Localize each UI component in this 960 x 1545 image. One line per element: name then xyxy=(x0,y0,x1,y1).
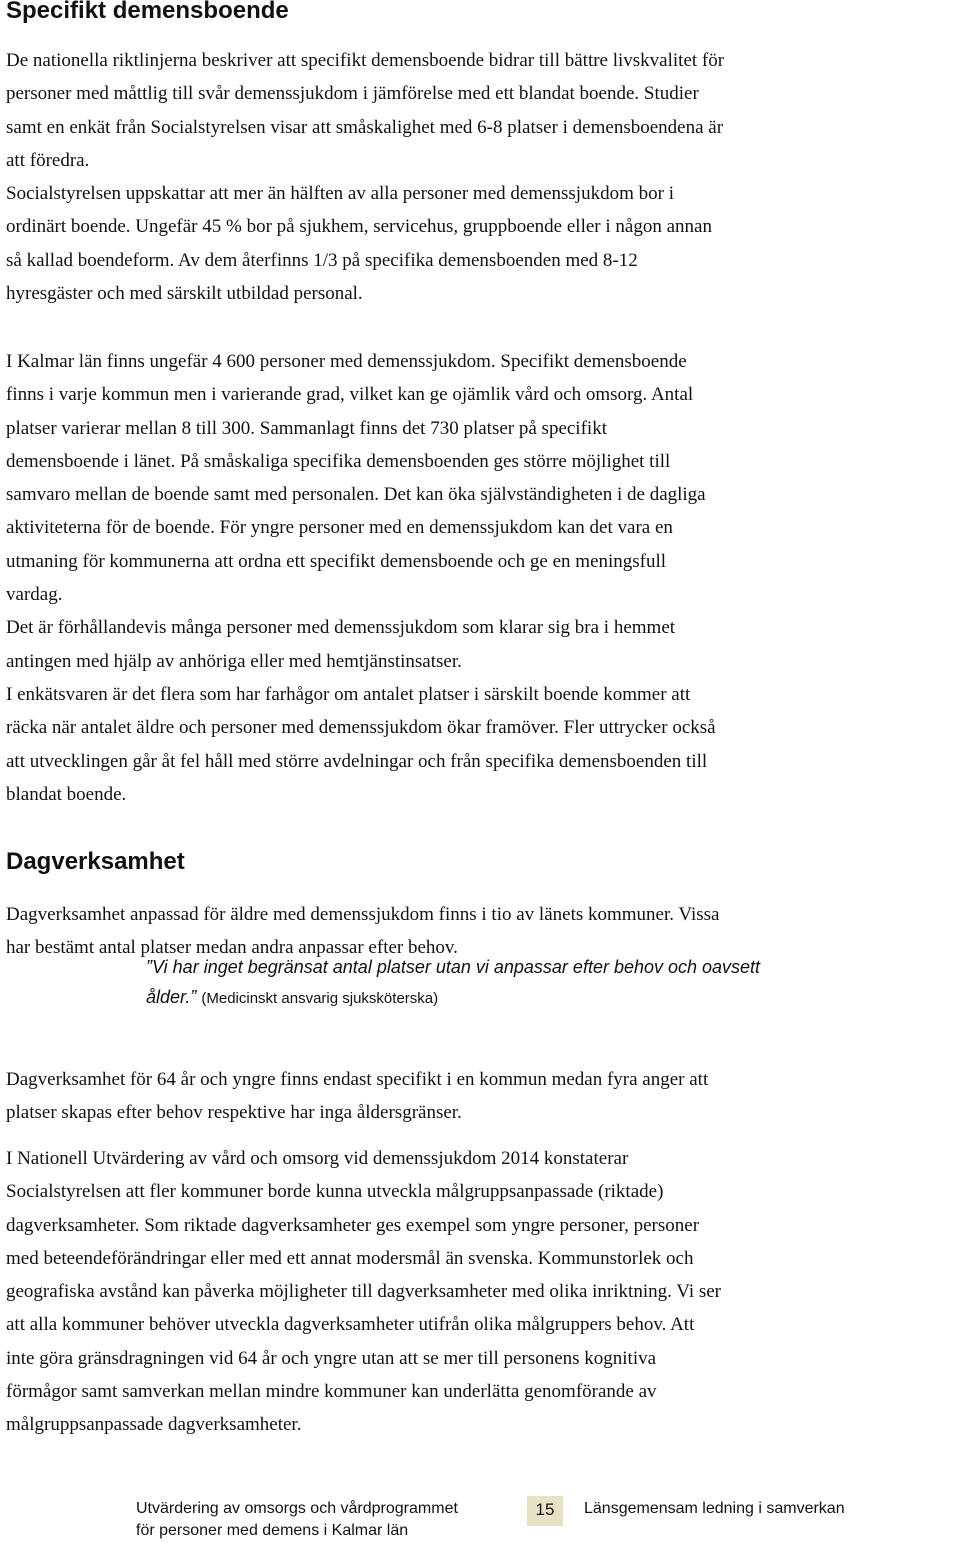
text-line: att alla kommuner behöver utveckla dagverksamheter utifrån olika målgruppers behov. Att xyxy=(6,1314,695,1336)
text-line: dagverksamheter. Som riktade dagverksamheter ges exempel som yngre personer, personer xyxy=(6,1214,700,1236)
text-line: I enkätsvaren är det flera som har farhågor om antalet platser i särskilt boende kommer att xyxy=(6,683,691,705)
text-line: De nationella riktlinjerna beskriver att specifikt demensboende bidrar till bättre livskvalitet för xyxy=(6,50,725,71)
quote-line: ålder.” xyxy=(146,987,197,1007)
quote-block xyxy=(146,952,946,1014)
text-line: att utvecklingen går åt fel håll med större avdelningar och från specifika demensboenden till xyxy=(6,750,708,772)
text-line: Socialstyrelsen uppskattar att mer än hälften av alla personer med demenssjukdom bor i xyxy=(6,183,674,205)
footer-document-title xyxy=(136,1498,458,1542)
text-line: samvaro mellan de boende samt med personalen. Det kan öka självständigheten i de dagliga xyxy=(6,484,706,506)
text-line: personer med måttlig till svår demenssjukdom i jämförelse med ett blandat boende. Studier xyxy=(6,83,699,105)
text-line: platser skapas efter behov respektive har inga åldersgränser. xyxy=(6,1102,462,1124)
text-line: Det är förhållandevis många personer med demenssjukdom som klarar sig bra i hemmet xyxy=(6,617,676,639)
text-line: Dagverksamhet för 64 år och yngre finns endast specifikt i en kommun medan fyra anger att xyxy=(6,1069,709,1090)
footer-title-line: för personer med demens i Kalmar län xyxy=(136,1522,409,1539)
text-line: inte göra gränsdragningen vid 64 år och yngre utan att se mer till personens kognitiva xyxy=(6,1347,657,1369)
text-line: I Kalmar län finns ungefär 4 600 personer med demenssjukdom. Specifikt demensboende xyxy=(6,351,687,372)
text-line: demensboende i länet. På småskaliga specifika demensboenden ges större möjlighet till xyxy=(6,450,671,472)
text-line: Socialstyrelsen att fler kommuner borde kunna utveckla målgruppsanpassade (riktade) xyxy=(6,1181,664,1203)
text-line: I Nationell Utvärdering av vård och omsorg vid demenssjukdom 2014 konstaterar xyxy=(6,1148,629,1169)
text-line: platser varierar mellan 8 till 300. Sammanlagt finns det 730 platser på specifikt xyxy=(6,417,607,439)
text-line: aktiviteterna för de boende. För yngre personer med en demenssjukdom kan det vara en xyxy=(6,517,673,539)
text-line: hyresgäster och med särskilt utbildad personal. xyxy=(6,283,363,305)
paragraph-nationell-utvardering xyxy=(6,1142,946,1442)
text-line: geografiska avstånd kan påverka möjligheter till dagverksamheter med olika inriktning. Vi ser xyxy=(6,1281,722,1303)
section-heading-dagverksamhet: Dagverksamhet xyxy=(6,848,185,875)
quote-line: ”Vi har inget begränsat antal platser utan vi anpassar efter behov och oavsett xyxy=(146,957,761,977)
text-line: blandat boende. xyxy=(6,783,127,805)
text-line: målgruppsanpassade dagverksamheter. xyxy=(6,1414,302,1436)
paragraph-kalmar-lan xyxy=(6,345,946,811)
page-footer xyxy=(0,1496,960,1540)
text-line: förmågor samt samverkan mellan mindre kommuner kan underlätta genomförande av xyxy=(6,1381,657,1403)
footer-title-line: Utvärdering av omsorgs och vårdprogrammet xyxy=(136,1500,458,1517)
paragraph-dagverksamhet-64 xyxy=(6,1063,946,1130)
text-line: så kallad boendeform. Av dem återfinns 1/3 på specifika demensboenden med 8-12 xyxy=(6,249,638,271)
text-line: antingen med hjälp av anhöriga eller med hemtjänstinsatser. xyxy=(6,650,462,672)
quote-source: (Medicinskt ansvarig sjuksköterska) xyxy=(201,990,439,1007)
text-line: räcka när antalet äldre och personer med demenssjukdom ökar framöver. Fler uttrycker också xyxy=(6,717,716,739)
page-number: 15 xyxy=(527,1496,563,1526)
text-line: har bestämt antal platser medan andra anpassar efter behov. xyxy=(6,937,458,959)
section-heading-specifikt-demensboende: Specifikt demensboende xyxy=(6,0,289,24)
text-line: med beteendeförändringar eller med ett annat modersmål än svenska. Kommunstorlek och xyxy=(6,1247,694,1269)
text-line: ordinärt boende. Ungefär 45 % bor på sjukhem, servicehus, gruppboende eller i någon annan xyxy=(6,216,712,238)
text-line: att föredra. xyxy=(6,149,90,171)
text-line: samt en enkät från Socialstyrelsen visar att småskalighet med 6-8 platser i demensboendena är xyxy=(6,116,724,138)
paragraph-riktlinjer xyxy=(6,44,946,310)
text-line: finns i varje kommun men i varierande grad, vilket kan ge ojämlik vård och omsorg. Antal xyxy=(6,384,694,406)
text-line: utmaning för kommunerna att ordna ett specifikt demensboende och ge en meningsfull xyxy=(6,550,667,572)
footer-organization: Länsgemensam ledning i samverkan xyxy=(584,1500,845,1517)
text-line: Dagverksamhet anpassad för äldre med demenssjukdom finns i tio av länets kommuner. Vissa xyxy=(6,904,720,925)
text-line: vardag. xyxy=(6,584,63,606)
